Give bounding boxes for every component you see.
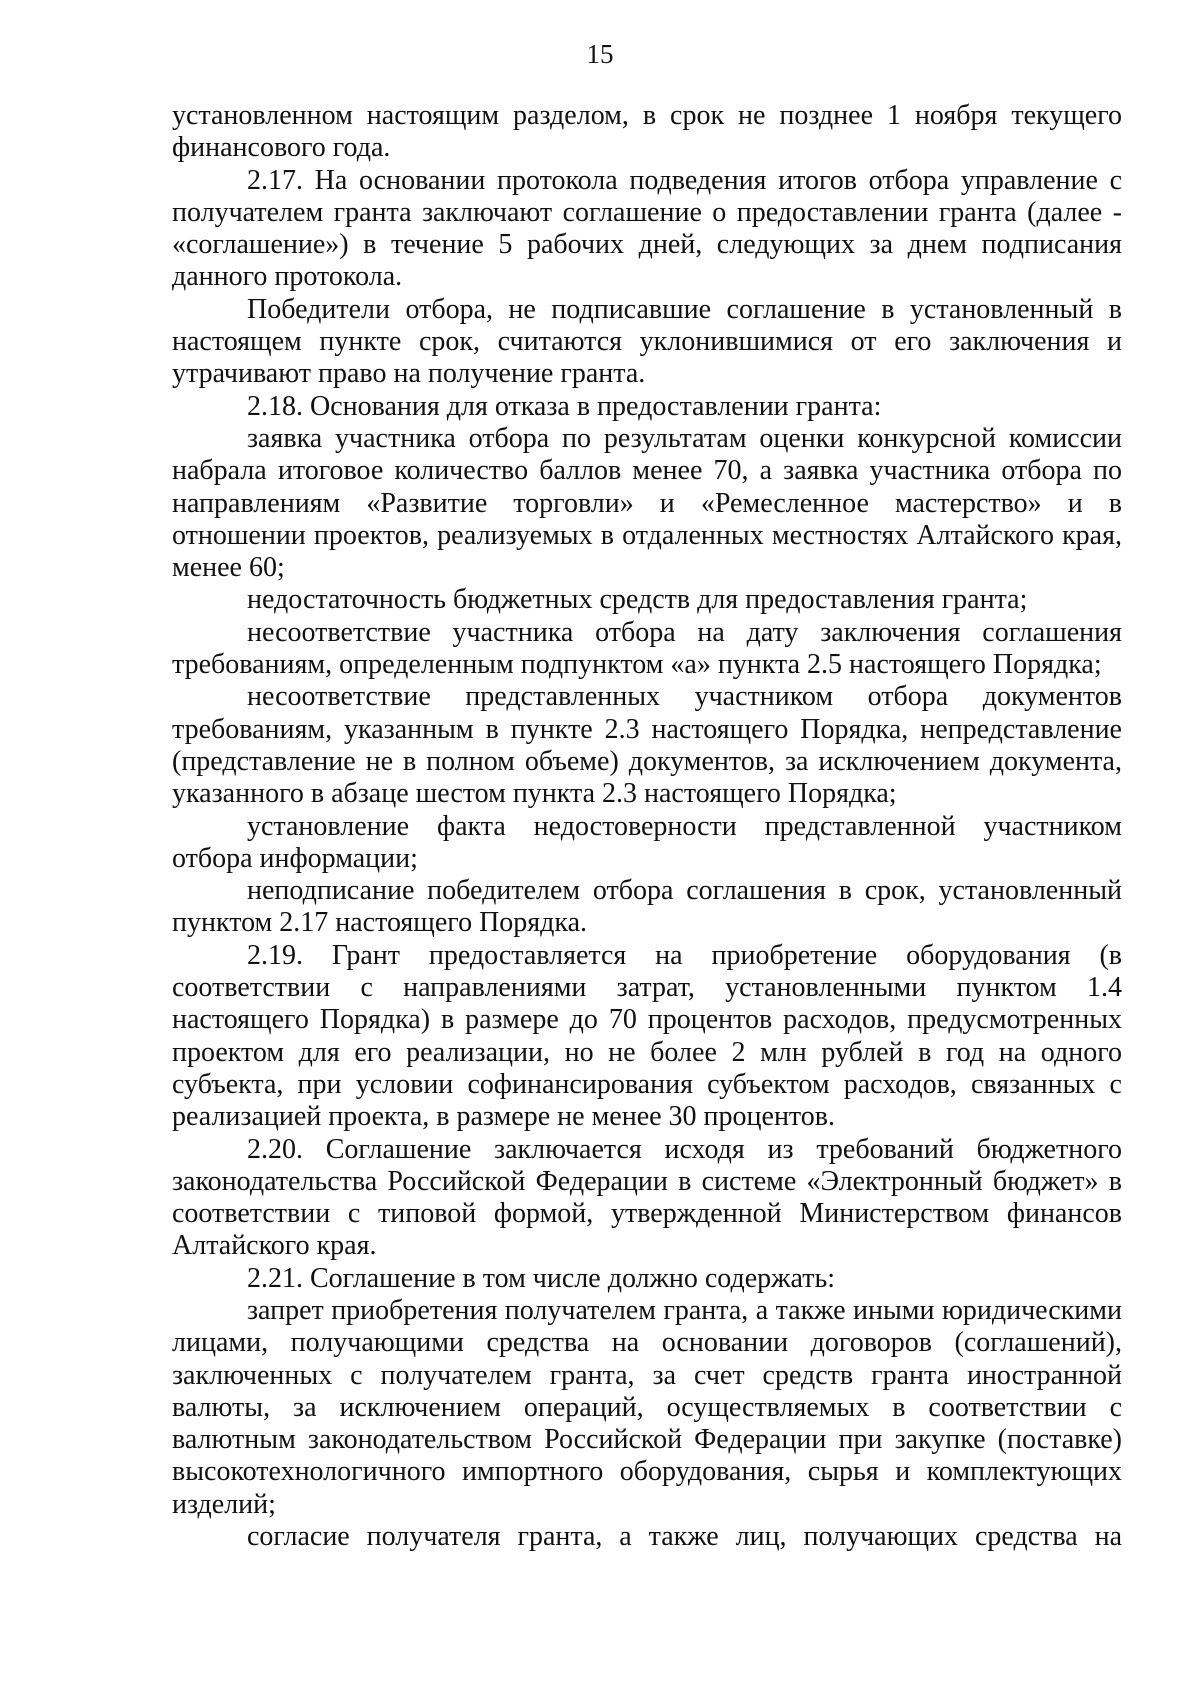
paragraph-winners: Победители отбора, не подписавшие соглашение в установленный в настоящем пункте срок, считаются уклонившимися от его заключения и утрачивают право на получение гранта. xyxy=(172,293,1122,390)
paragraph-refusal-inaccuracy: установление факта недостоверности представленной участником отбора информации; xyxy=(172,810,1122,874)
paragraph-refusal-budget: недостаточность бюджетных средств для предоставления гранта; xyxy=(247,584,1028,616)
paragraph-consent-partial: согласие получателя гранта, а также лиц, получающих средства на xyxy=(247,1521,1122,1553)
paragraph-refusal-documents: несоответствие представленных участником отбора документов требованиям, указанным в пункте 2.3 настоящего Порядка, непредставление (представление не в полном объеме) документов, за исключением документа, указанного в абзаце шестом пункта 2.3 настоящего Порядка; xyxy=(172,681,1122,810)
paragraph-refusal-mismatch: несоответствие участника отбора на дату заключения соглашения требованиям, определенным подпунктом «а» пункта 2.5 настоящего Порядка; xyxy=(172,616,1122,681)
page-number: 15 xyxy=(586,39,614,69)
document-body xyxy=(172,100,1122,1553)
paragraph-2-18: 2.18. Основания для отказа в предоставлении гранта: xyxy=(247,390,882,422)
paragraph-continuation: установленном настоящим разделом, в срок не позднее 1 ноября текущего финансового года. xyxy=(172,100,1122,164)
paragraph-refusal-unsigned: неподписание победителем отбора соглашения в срок, установленный пунктом 2.17 настоящего Порядка. xyxy=(172,875,1122,939)
paragraph-2-21: 2.21. Соглашение в том числе должно содержать: xyxy=(247,1262,835,1294)
paragraph-currency-ban: запрет приобретения получателем гранта, а также иными юридическими лицами, получающими средства на основании договоров (соглашений), заключенных с получателем гранта, за счет средств гранта иностранной валюты, за исключением операций, осуществляемых в соответствии с валютным законодательством Российской Федерации при закупке (поставке) высокотехнологичного импортного оборудования, сырья и комплектующих изделий; xyxy=(172,1294,1122,1520)
paragraph-refusal-score: заявка участника отбора по результатам оценки конкурсной комиссии набрала итоговое количество баллов менее 70, а заявка участника отбора по направлениям «Развитие торговли» и «Ремесленное мастерство» и в отношении проектов, реализуемых в отдаленных местностях Алтайского края, менее 60; xyxy=(172,422,1122,584)
paragraph-2-17: 2.17. На основании протокола подведения итогов отбора управление с получателем гранта заключают соглашение о предоставлении гранта (далее - «соглашение») в течение 5 рабочих дней, следующих за днем подписания данного протокола. xyxy=(172,164,1122,293)
paragraph-2-20: 2.20. Соглашение заключается исходя из требований бюджетного законодательства Российской Федерации в системе «Электронный бюджет» в соответствии с типовой формой, утвержденной Министерством финансов Алтайского края. xyxy=(172,1133,1122,1262)
paragraph-2-19: 2.19. Грант предоставляется на приобретение оборудования (в соответствии с направлениями затрат, установленными пунктом 1.4 настоящего Порядка) в размере до 70 процентов расходов, предусмотренных проектом для его реализации, но не более 2 млн рублей в год на одного субъекта, при условии софинансирования субъектом расходов, связанных с реализацией проекта, в размере не менее 30 процентов. xyxy=(172,939,1122,1133)
